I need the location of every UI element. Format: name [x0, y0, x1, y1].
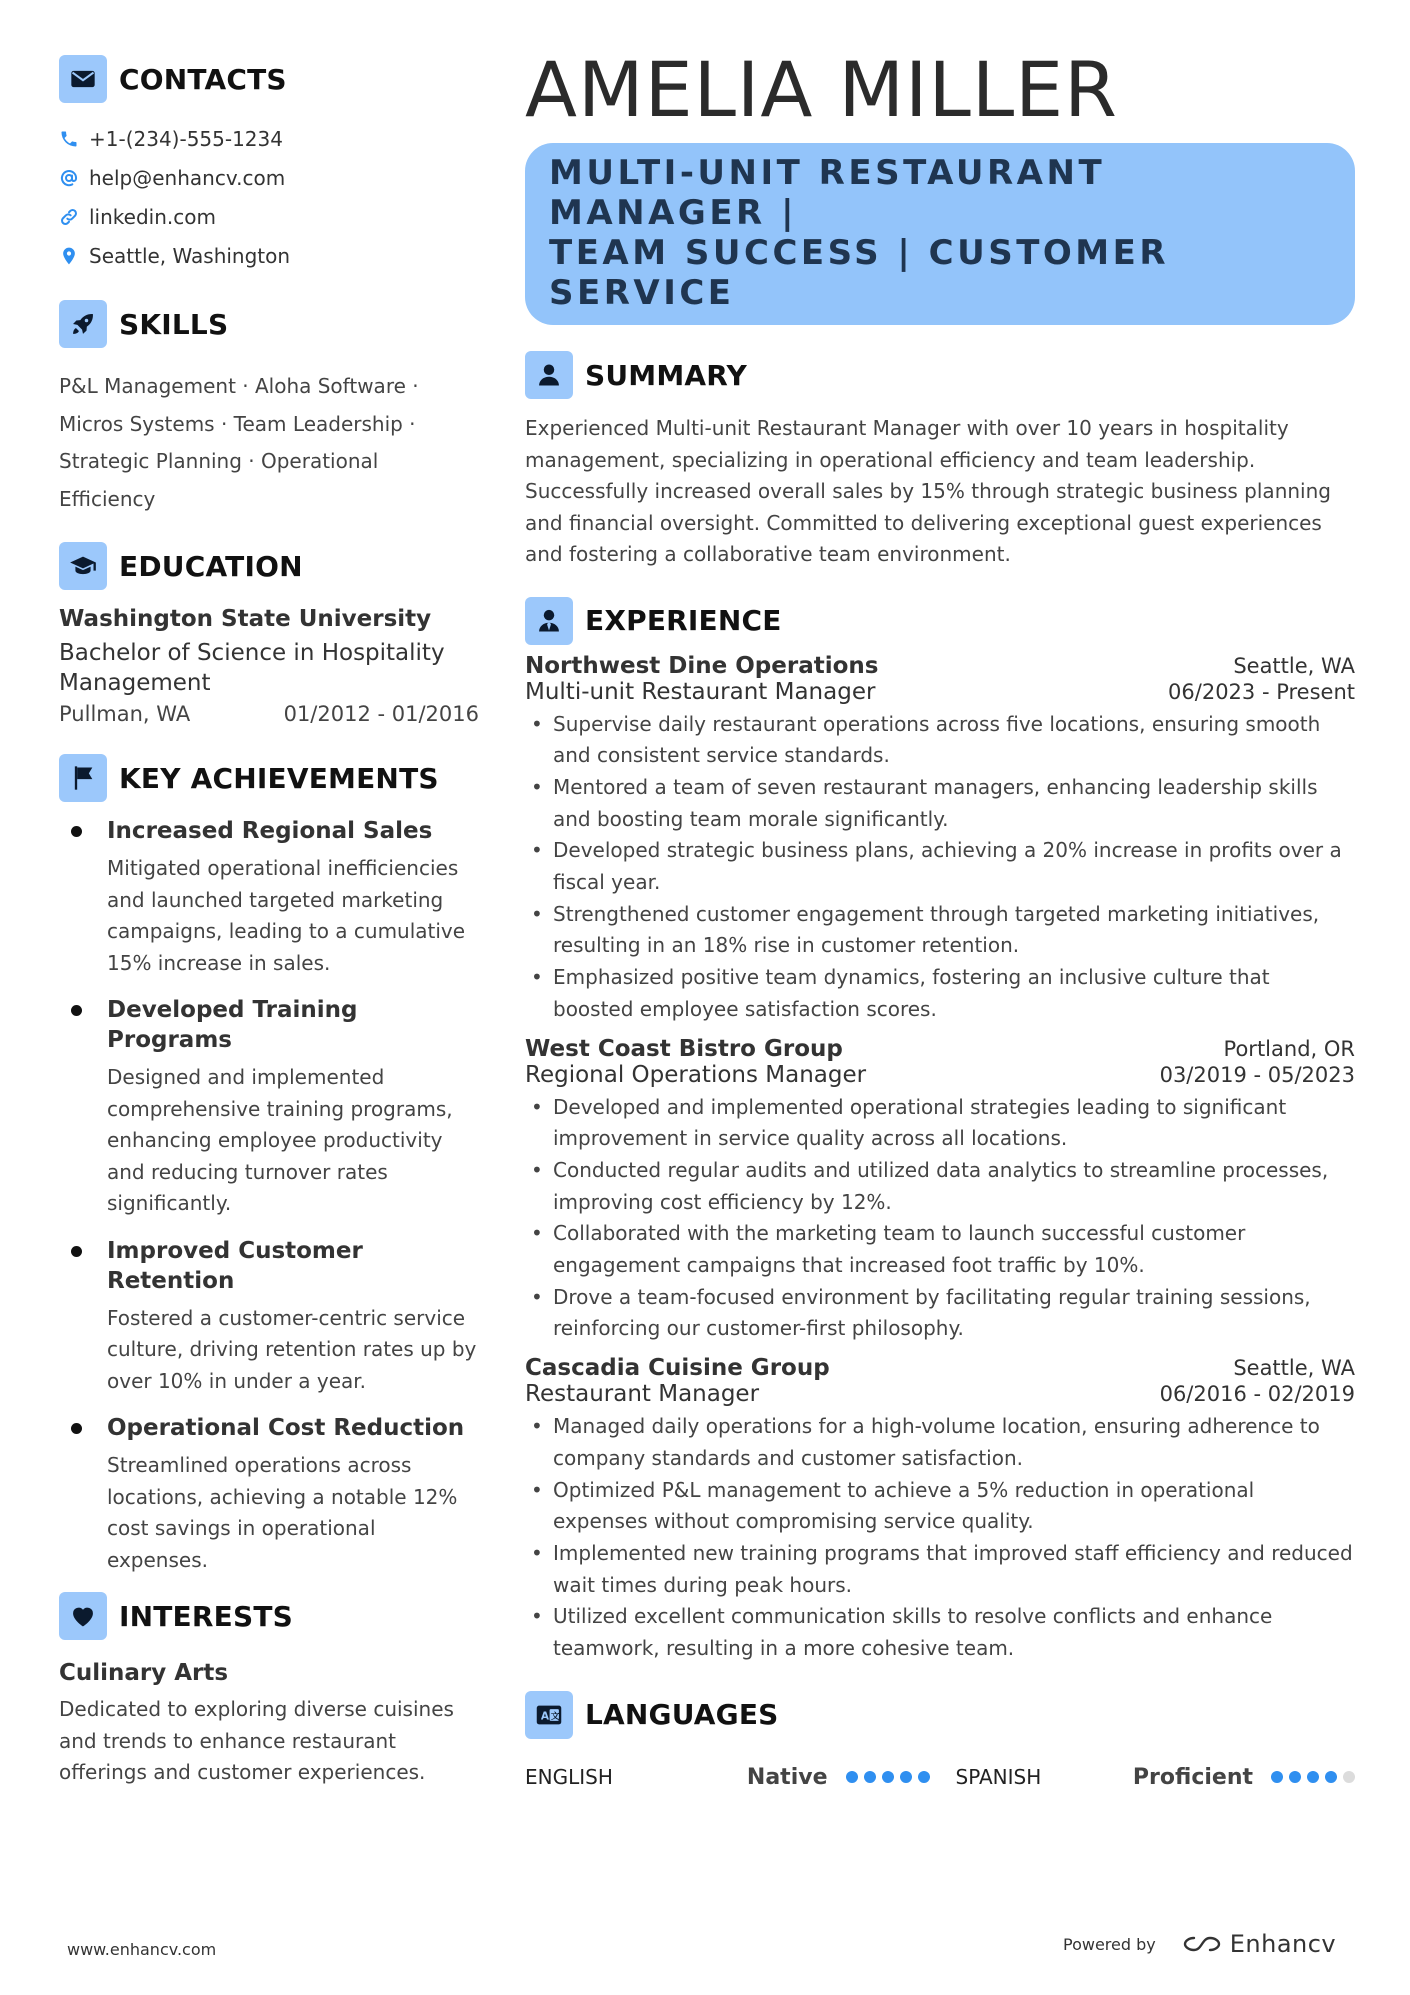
language-rating — [1271, 1771, 1355, 1783]
achievement-item — [59, 1236, 479, 1398]
brand-name: Enhancv — [1229, 1930, 1337, 1958]
job-bullet: • Optimized P&L management to achieve a 5% reduction in operational expenses without compromising service quality. — [525, 1475, 1355, 1538]
contact-linkedin[interactable] — [59, 197, 479, 236]
language-level: Proficient — [1132, 1764, 1253, 1790]
footer-website[interactable]: www.enhancv.com — [67, 1940, 217, 1959]
job-bullets — [525, 1092, 1355, 1346]
user-icon — [525, 351, 573, 399]
headline-box — [525, 143, 1355, 325]
bullet-dot — [71, 1246, 82, 1257]
job-bullet: • Conducted regular audits and utilized data analytics to streamline processes, improving cost efficiency by 12%. — [525, 1155, 1355, 1218]
achievement-desc: Designed and implemented comprehensive training programs, enhancing employee productivity and reducing turnover rates significantly. — [107, 1065, 453, 1215]
interest-title: Culinary Arts — [59, 1660, 229, 1686]
education-degree: Bachelor of Science in Hospitality Management — [59, 640, 445, 696]
enhancv-logo — [1180, 1930, 1336, 1958]
language-spanish — [956, 1765, 1356, 1790]
bullet-dot — [71, 1423, 82, 1434]
education-heading — [59, 542, 479, 590]
achievement-title: Operational Cost Reduction — [107, 1415, 465, 1441]
job-bullets — [525, 1411, 1355, 1665]
rating-dot-empty — [1343, 1771, 1355, 1783]
rating-dot-filled — [1271, 1771, 1283, 1783]
link-icon — [59, 207, 89, 227]
powered-by-label: Powered by — [1063, 1934, 1156, 1954]
languages-heading — [525, 1691, 1355, 1739]
contact-list — [59, 119, 479, 275]
translate-icon — [525, 1691, 573, 1739]
job-dates: 06/2016 - 02/2019 — [1159, 1382, 1355, 1407]
at-icon — [59, 168, 89, 188]
job-company: Cascadia Cuisine Group — [525, 1355, 830, 1382]
achievement-item — [59, 995, 479, 1220]
language-english — [525, 1765, 930, 1790]
contact-location — [59, 236, 479, 275]
job-role: Regional Operations Manager — [525, 1061, 867, 1088]
job-role: Restaurant Manager — [525, 1381, 760, 1408]
skills-line-3: Strategic Planning · Operational Efficiency — [59, 449, 379, 511]
rating-dot-filled — [1289, 1771, 1301, 1783]
job-dates: 06/2023 - Present — [1168, 679, 1355, 704]
achievement-desc: Streamlined operations across locations, achieving a notable 12% cost savings in operational expenses. — [107, 1453, 458, 1572]
job-bullet: • Utilized excellent communication skills to resolve conflicts and enhance teamwork, resulting in a more cohesive team. — [525, 1601, 1355, 1664]
achievement-item — [59, 1413, 479, 1576]
education-location: Pullman, WA — [59, 702, 191, 726]
job-bullets — [525, 709, 1355, 1026]
job-role: Multi-unit Restaurant Manager — [525, 678, 876, 705]
contact-email[interactable] — [59, 158, 479, 197]
job-company: Northwest Dine Operations — [525, 652, 879, 679]
languages-title: LANGUAGES — [585, 1698, 779, 1732]
interests-heading — [59, 1592, 479, 1640]
contact-phone[interactable] — [59, 119, 479, 158]
rating-dot-filled — [1325, 1771, 1337, 1783]
job-company: West Coast Bistro Group — [525, 1035, 843, 1062]
summary-title: SUMMARY — [585, 358, 748, 392]
achievement-title: Improved Customer Retention — [107, 1237, 363, 1294]
phone-icon — [59, 129, 89, 149]
interests-title: INTERESTS — [119, 1599, 293, 1633]
language-name: SPANISH — [955, 1765, 1042, 1790]
location-pin-icon — [59, 246, 89, 266]
rating-dot-filled — [918, 1771, 930, 1783]
envelope-icon — [59, 55, 107, 103]
rocket-icon — [59, 300, 107, 348]
education-title: EDUCATION — [119, 549, 303, 583]
footer-branding[interactable] — [1063, 1930, 1336, 1958]
rating-dot-filled — [882, 1771, 894, 1783]
achievement-title: Developed Training Programs — [107, 997, 358, 1053]
achievement-desc: Fostered a customer-centric service culture, driving retention rates up by over 10% in under a year. — [107, 1305, 477, 1393]
contacts-title: CONTACTS — [119, 62, 287, 96]
left-column — [59, 55, 479, 1789]
contacts-heading — [59, 55, 479, 103]
language-level: Native — [746, 1764, 828, 1790]
achievements-list — [59, 816, 479, 1576]
experience-title: EXPERIENCE — [585, 604, 782, 637]
job-dates: 03/2019 - 05/2023 — [1159, 1062, 1355, 1087]
contact-linkedin-text: linkedin.com — [89, 204, 216, 229]
job-bullet: • Supervise daily restaurant operations across five locations, ensuring smooth and consistent service standards. — [525, 709, 1355, 772]
education-dates: 01/2012 - 01/2016 — [283, 702, 479, 726]
achievements-title: KEY ACHIEVEMENTS — [119, 761, 439, 795]
skills-heading — [59, 300, 479, 348]
right-column — [525, 40, 1355, 1790]
skills-title: SKILLS — [119, 307, 229, 341]
job-bullet: • Drove a team-focused environment by facilitating regular training sessions, reinforcing our customer-first philosophy. — [525, 1282, 1355, 1345]
job-location: Seattle, WA — [1233, 653, 1355, 678]
bullet-dot — [71, 1005, 82, 1016]
job-bullet: • Developed and implemented operational strategies leading to significant improvement in service quality across all locations. — [525, 1092, 1355, 1155]
achievements-heading — [59, 754, 479, 802]
job-bullet: • Implemented new training programs that improved staff efficiency and reduced wait times during peak hours. — [525, 1538, 1355, 1601]
candidate-name: AMELIA MILLER — [525, 45, 1118, 134]
svg-text:A: A — [540, 1710, 549, 1723]
rating-dot-filled — [864, 1771, 876, 1783]
flag-icon — [59, 754, 107, 802]
headline-line-2: TEAM SUCCESS | CUSTOMER SERVICE — [549, 233, 1170, 313]
job-entry — [525, 1036, 1355, 1346]
education-school: Washington State University — [59, 606, 432, 632]
rating-dot-filled — [900, 1771, 912, 1783]
contact-email-text: help@enhancv.com — [89, 165, 286, 190]
skills-list — [59, 368, 479, 518]
job-bullet: • Developed strategic business plans, achieving a 20% increase in profits over a fiscal year. — [525, 835, 1355, 898]
job-bullet: • Strengthened customer engagement through targeted marketing initiatives, resulting in an 18% rise in customer retention. — [525, 899, 1355, 962]
job-entry — [525, 1355, 1355, 1665]
enhancv-logo-icon — [1180, 1932, 1224, 1956]
job-bullet: • Emphasized positive team dynamics, fostering an inclusive culture that boosted employee satisfaction scores. — [525, 962, 1355, 1025]
summary-heading — [525, 351, 1355, 399]
rating-dot-filled — [1307, 1771, 1319, 1783]
user-tie-icon — [525, 597, 573, 645]
skills-line-1: P&L Management · Aloha Software · — [59, 374, 419, 398]
job-entry — [525, 653, 1355, 1026]
contact-phone-text: +1-(234)-555-1234 — [89, 126, 283, 151]
achievement-title: Increased Regional Sales — [107, 818, 433, 844]
contact-location-text: Seattle, Washington — [89, 243, 291, 268]
job-bullet: • Mentored a team of seven restaurant managers, enhancing leadership skills and boosting team morale significantly. — [525, 772, 1355, 835]
job-bullet: • Collaborated with the marketing team to launch successful customer engagement campaigns that increased foot traffic by 10%. — [525, 1218, 1355, 1281]
job-bullet: • Managed daily operations for a high-volume location, ensuring adherence to company standards and customer satisfaction. — [525, 1411, 1355, 1474]
achievement-item — [59, 816, 479, 979]
language-name: ENGLISH — [525, 1765, 613, 1790]
education-meta — [59, 702, 479, 726]
summary-text: Experienced Multi-unit Restaurant Manager with over 10 years in hospitality management, specializing in operational efficiency and team leadership. Successfully increased overall sales by 15% through strategic business planning and financial oversight. Committed to delivering exceptional guest experiences and fostering a collaborative team environment. — [525, 416, 1331, 566]
language-rating — [846, 1771, 930, 1783]
job-location: Seattle, WA — [1233, 1356, 1355, 1381]
skills-line-2: Micros Systems · Team Leadership · — [59, 411, 416, 436]
job-location: Portland, OR — [1223, 1036, 1355, 1061]
headline-line-1: MULTI-UNIT RESTAURANT MANAGER | — [549, 153, 1106, 233]
svg-text:文: 文 — [550, 1711, 560, 1722]
achievement-desc: Mitigated operational inefficiencies and launched targeted marketing campaigns, leading to a cumulative 15% increase in sales. — [107, 856, 466, 975]
heart-icon — [59, 1592, 107, 1640]
graduation-cap-icon — [59, 542, 107, 590]
experience-heading — [525, 597, 1355, 645]
interest-desc: Dedicated to exploring diverse cuisines and trends to enhance restaurant offerings and customer experiences. — [59, 1697, 454, 1784]
languages-row — [525, 1765, 1355, 1790]
rating-dot-filled — [846, 1771, 858, 1783]
bullet-dot — [71, 826, 82, 837]
